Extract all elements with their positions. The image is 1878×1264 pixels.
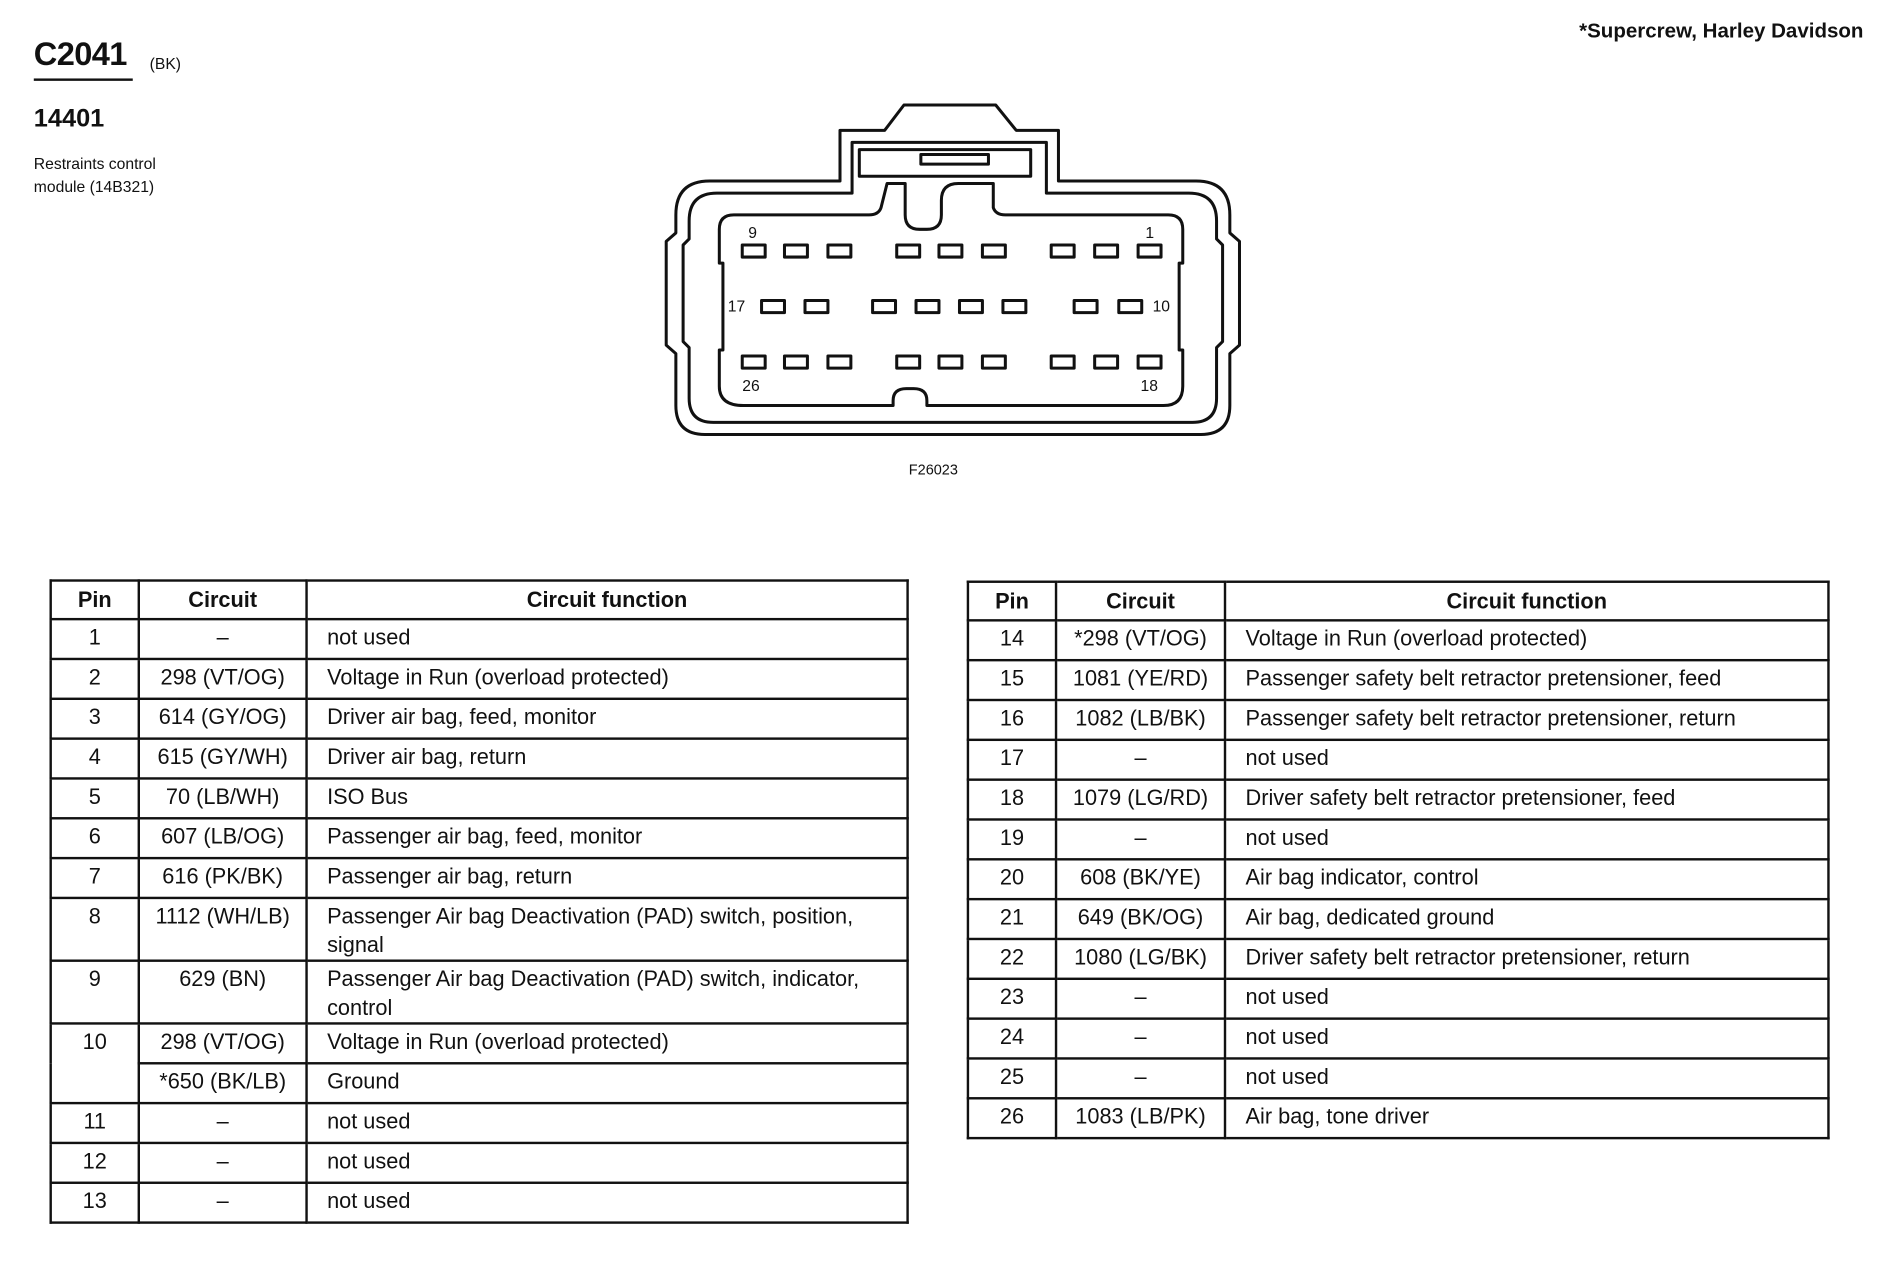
circuit-cell: – (1056, 819, 1225, 859)
function-cell: not used (1225, 740, 1828, 780)
pin-cavity-8 (784, 245, 807, 257)
table-row (51, 778, 908, 818)
function-cell: not used (307, 1183, 908, 1223)
function-cell: not used (1225, 979, 1828, 1019)
pin-cell: 15 (968, 660, 1056, 700)
table-row (968, 700, 1829, 740)
connector-description: Restraints control module (14B321) (33, 154, 156, 196)
pin-cavity-3 (1051, 245, 1074, 257)
table-row (968, 899, 1829, 939)
vehicle-note: *Supercrew, Harley Davidson (1579, 19, 1864, 43)
circuit-cell: 616 (PK/BK) (139, 858, 307, 898)
cavity-outline (719, 183, 1182, 405)
pin-cell: 13 (51, 1183, 139, 1223)
function-cell: not used (1225, 1058, 1828, 1098)
function-cell: Air bag indicator, control (1225, 859, 1828, 899)
pin-cavity-14 (916, 301, 939, 313)
pin-cell: 22 (968, 939, 1056, 979)
function-cell: ISO Bus (307, 778, 908, 818)
pin-cavity-26 (742, 356, 765, 368)
table-row (968, 620, 1829, 660)
pin-cavity-20 (1051, 356, 1074, 368)
pin-label-1: 1 (1145, 224, 1155, 242)
function-cell: Passenger air bag, return (307, 858, 908, 898)
circuit-cell: – (1056, 740, 1225, 780)
function-cell: not used (1225, 1019, 1828, 1059)
pin-cell: 18 (968, 780, 1056, 820)
table-row (51, 1143, 908, 1183)
pin-label-26: 26 (742, 378, 760, 396)
connector-part-number: 14401 (33, 105, 105, 133)
table-row (968, 819, 1829, 859)
function-cell: Driver air bag, return (307, 739, 908, 779)
pin-cavity-24 (828, 356, 851, 368)
pin-cell: 17 (968, 740, 1056, 780)
pin-cavity-12 (1003, 301, 1026, 313)
table-row (51, 858, 908, 898)
pin-cell: 20 (968, 859, 1056, 899)
circuit-cell: 298 (VT/OG) (139, 659, 307, 699)
pin-cell: 7 (51, 858, 139, 898)
table-row (968, 859, 1829, 899)
pin-cavity-17 (762, 301, 785, 313)
function-cell: Ground (307, 1063, 908, 1103)
circuit-cell: – (139, 1183, 307, 1223)
table-row (968, 1019, 1829, 1059)
pin-header: Pin (968, 582, 1056, 621)
table-row (968, 660, 1829, 700)
pin-label-9: 9 (748, 224, 757, 242)
pin-cell: 3 (51, 699, 139, 739)
pin-cavity-4 (982, 245, 1005, 257)
pin-cell: 10 (51, 1023, 139, 1103)
circuit-cell: 298 (VT/OG) (139, 1023, 307, 1063)
circuit-cell: – (1056, 1019, 1225, 1059)
function-cell: Passenger safety belt retractor pretensioner, return (1225, 700, 1828, 740)
pin-cell: 11 (51, 1103, 139, 1143)
circuit-cell: 1083 (LB/PK) (1056, 1098, 1225, 1138)
pin-header: Pin (51, 581, 139, 620)
pin-cavity-10 (1119, 301, 1142, 313)
circuit-cell: 1081 (YE/RD) (1056, 660, 1225, 700)
pin-cell: 2 (51, 659, 139, 699)
circuit-cell: 649 (BK/OG) (1056, 899, 1225, 939)
pin-cell: 19 (968, 819, 1056, 859)
circuit-cell: 608 (BK/YE) (1056, 859, 1225, 899)
circuit-cell: – (1056, 979, 1225, 1019)
circuit-cell: 70 (LB/WH) (139, 778, 307, 818)
function-cell: Driver safety belt retractor pretensioner, feed (1225, 780, 1828, 820)
function-cell: Passenger Air bag Deactivation (PAD) switch, position, signal (307, 898, 908, 961)
function-cell: not used (307, 1103, 908, 1143)
pin-label-10: 10 (1152, 298, 1171, 316)
latch-tab (921, 154, 989, 164)
circuit-header: Circuit (139, 581, 307, 620)
pin-cavity-16 (805, 301, 828, 313)
pin-cavity-2 (1095, 245, 1118, 257)
circuit-cell: 1080 (LG/BK) (1056, 939, 1225, 979)
pin-cell: 24 (968, 1019, 1056, 1059)
circuit-cell: *650 (BK/LB) (139, 1063, 307, 1103)
pin-cavity-1 (1138, 245, 1161, 257)
function-cell: Voltage in Run (overload protected) (307, 1023, 908, 1063)
table-row (51, 1023, 908, 1063)
function-cell: Voltage in Run (overload protected) (1225, 620, 1828, 660)
pin-cavity-22 (939, 356, 962, 368)
pin-cavity-13 (959, 301, 982, 313)
pin-cell: 1 (51, 619, 139, 659)
pin-label-17: 17 (727, 298, 746, 316)
pin-cell: 21 (968, 899, 1056, 939)
pin-cell: 14 (968, 620, 1056, 660)
circuit-cell: 1079 (LG/RD) (1056, 780, 1225, 820)
table-row (968, 1058, 1829, 1098)
pin-cavity-15 (873, 301, 896, 313)
circuit-cell: 614 (GY/OG) (139, 699, 307, 739)
pin-cavity-6 (897, 245, 920, 257)
table-row (968, 939, 1829, 979)
figure-code: F26023 (908, 461, 958, 478)
table-row (968, 979, 1829, 1019)
circuit-cell: *298 (VT/OG) (1056, 620, 1225, 660)
table-row (968, 1098, 1829, 1138)
pin-cell: 9 (51, 961, 139, 1024)
pin-cell: 6 (51, 818, 139, 858)
table-header-row (51, 581, 908, 620)
pin-cell: 16 (968, 700, 1056, 740)
circuit-cell: 1112 (WH/LB) (139, 898, 307, 961)
connector-id: C2041 (33, 36, 127, 73)
function-cell: not used (307, 1143, 908, 1183)
function-cell: Air bag, tone driver (1225, 1098, 1828, 1138)
connector-color-code: (BK) (149, 54, 182, 73)
function-cell: Driver safety belt retractor pretensioner, return (1225, 939, 1828, 979)
pin-cavity-5 (939, 245, 962, 257)
pin-cavity-23 (897, 356, 920, 368)
table-row (51, 1063, 908, 1103)
table-row (51, 659, 908, 699)
circuit-cell: 615 (GY/WH) (139, 739, 307, 779)
table-row (968, 740, 1829, 780)
pin-label-18: 18 (1140, 378, 1158, 396)
table-row (51, 1183, 908, 1223)
table-header-row (968, 582, 1829, 621)
table-row (51, 1103, 908, 1143)
function-cell: not used (1225, 819, 1828, 859)
pin-cell: 12 (51, 1143, 139, 1183)
function-cell: Voltage in Run (overload protected) (307, 659, 908, 699)
connector-face-diagram (658, 97, 1249, 447)
table-row (51, 739, 908, 779)
pin-cell: 26 (968, 1098, 1056, 1138)
connector-id-underline (34, 78, 133, 80)
function-cell: Air bag, dedicated ground (1225, 899, 1828, 939)
circuit-cell: 629 (BN) (139, 961, 307, 1024)
function-header: Circuit function (307, 581, 908, 620)
pin-cell: 4 (51, 739, 139, 779)
pin-cavity-7 (828, 245, 851, 257)
function-cell: Passenger air bag, feed, monitor (307, 818, 908, 858)
circuit-cell: 1082 (LB/BK) (1056, 700, 1225, 740)
pin-cavity-18 (1138, 356, 1161, 368)
function-header: Circuit function (1225, 582, 1828, 621)
circuit-cell: – (139, 1143, 307, 1183)
circuit-cell: – (139, 1103, 307, 1143)
pin-cavity-21 (982, 356, 1005, 368)
table-row (51, 898, 908, 961)
pin-cavity-11 (1074, 301, 1097, 313)
pinout-table-right (967, 581, 1830, 1140)
function-cell: Passenger safety belt retractor pretensioner, feed (1225, 660, 1828, 700)
table-row (51, 961, 908, 1024)
pin-cavity-9 (742, 245, 765, 257)
pin-cell: 23 (968, 979, 1056, 1019)
function-cell: Passenger Air bag Deactivation (PAD) switch, indicator, control (307, 961, 908, 1024)
pin-cavity-19 (1095, 356, 1118, 368)
circuit-header: Circuit (1056, 582, 1225, 621)
circuit-cell: – (139, 619, 307, 659)
pinout-table-left (49, 579, 908, 1223)
function-cell: Driver air bag, feed, monitor (307, 699, 908, 739)
table-row (51, 619, 908, 659)
circuit-cell: 607 (LB/OG) (139, 818, 307, 858)
table-row (51, 699, 908, 739)
pin-cell: 25 (968, 1058, 1056, 1098)
circuit-cell: – (1056, 1058, 1225, 1098)
pin-cavity-25 (784, 356, 807, 368)
pin-cell: 5 (51, 778, 139, 818)
table-row (968, 780, 1829, 820)
pin-cell: 8 (51, 898, 139, 961)
function-cell: not used (307, 619, 908, 659)
table-row (51, 818, 908, 858)
